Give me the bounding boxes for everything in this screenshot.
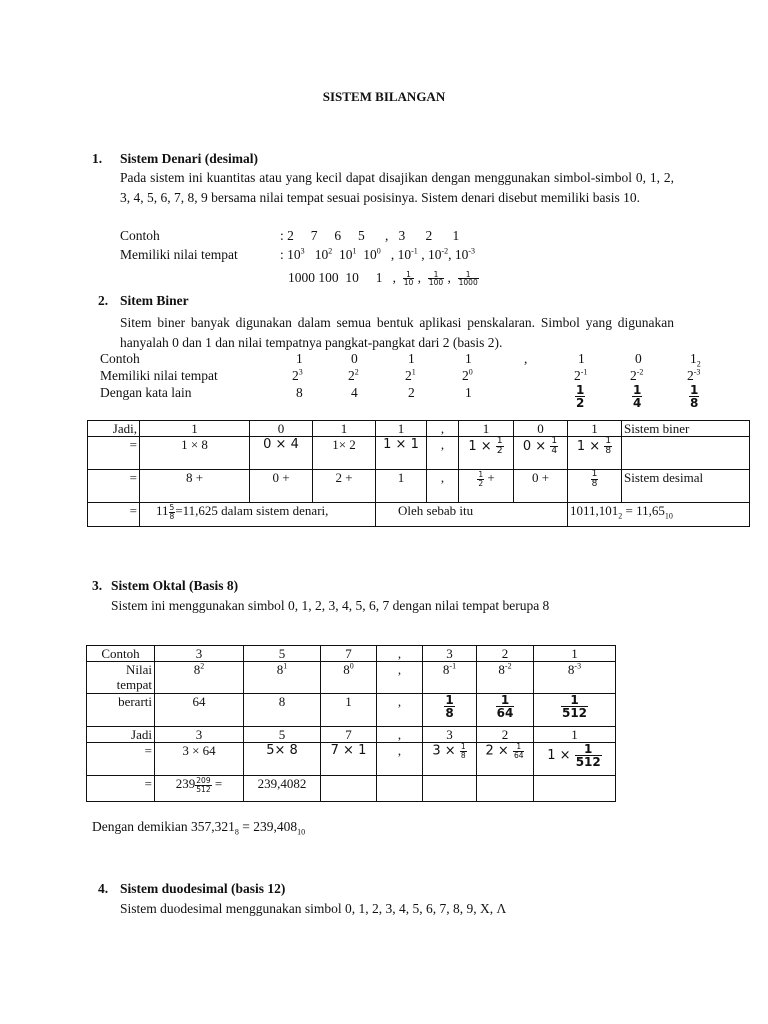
table-row [87, 727, 616, 743]
table-cell: $\frac{1}{8}$ [423, 694, 477, 727]
table-cell: 3 × 64 [155, 743, 244, 776]
table-row [87, 776, 616, 802]
s1-base: 10 [339, 247, 353, 262]
table-row [87, 743, 616, 776]
table-cell: , [427, 437, 459, 470]
table-cell: 0 + [250, 470, 313, 503]
s2-power: $2^0$ [462, 367, 473, 383]
table-cell [622, 437, 750, 470]
table-cell: 7 × 1 [321, 743, 377, 776]
table-cell: $\frac{1}{64}$ [477, 694, 534, 727]
section-2-paragraph: Sitem biner banyak digunakan dalam semua bentuk aplikasi penskalaran. Simbol yang digunakan hanyalah 0 dan 1 dan nilai tempatnya pangkat-pangkat dari 2 (basis 2). [120, 315, 674, 350]
table-cell: 5× 8 [244, 743, 321, 776]
table-cell: 1 × 8 [140, 437, 250, 470]
table-row [88, 421, 750, 437]
s2-digit: 1 [296, 351, 303, 366]
table-cell [477, 776, 534, 802]
s1-values-line: 1000 100 10 1 , $\frac{1}{10}$ , $\frac{1}{100}$ , $\frac{1}{1000}$ [288, 269, 478, 288]
table-cell: 5 [244, 646, 321, 662]
page-title: SISTEM BILANGAN [322, 89, 446, 104]
s2-contoh-label: Contoh [100, 351, 140, 366]
table-row [88, 503, 750, 527]
s1-values: 1000 100 10 1 [288, 270, 383, 285]
table-cell: 3 [423, 646, 477, 662]
section-4-number: 4. [98, 881, 109, 896]
s1-contoh-label: Contoh [120, 228, 160, 243]
section-2-number: 2. [98, 293, 109, 308]
s1-base: 10 [314, 247, 329, 262]
section-3-conclusion: Dengan demikian $357,321_8 = 239,408_{10}$ [92, 819, 306, 837]
table-cell [321, 776, 377, 802]
table-cell: 1 × $\frac{1}{2}$ [459, 437, 514, 470]
section-3-paragraph: Sistem ini menggunakan simbol 0, 1, 2, 3, 4, 5, 6, 7 dengan nilai tempat berupa 8 [111, 598, 550, 613]
s2-power: $2^{-3}$ [687, 367, 701, 383]
table-cell: 239,4082 [244, 776, 321, 802]
s1-exp: 1 [352, 246, 357, 256]
table-cell: Sistem biner [622, 421, 750, 437]
s1-base: 10 [427, 247, 442, 262]
table-cell: , [377, 646, 423, 662]
s2-power: $2^2$ [348, 367, 359, 383]
s2-kata-label: Dengan kata lain [100, 385, 192, 400]
table-cell [534, 776, 616, 802]
s2-value: 4 [351, 385, 358, 400]
section-1-paragraph: Pada sistem ini kuantitas atau yang kecil dapat disajikan dengan menggunakan simbol-simbol 0, 1, 2, 3, 4, 5, 6, 7, 8, 9 bersama nilai tempat sesuai posisinya. Sistem denari disebut memiliki basis 10. [120, 170, 674, 205]
s2-digit: 1 [465, 351, 472, 366]
binary-table [87, 420, 750, 527]
s1-exp: -2 [441, 246, 449, 256]
table-cell: 0 + [514, 470, 568, 503]
section-3-number: 3. [92, 578, 103, 593]
s2-digit-last: $1_2$ [690, 351, 701, 369]
s2-power: $2^1$ [405, 367, 416, 383]
fraction: $\frac{1}{100}$ [428, 269, 444, 288]
octal-table [86, 645, 616, 802]
table-cell: Jadi, [88, 421, 140, 437]
table-cell: $1011,101_2 = 11,65_{10}$ [568, 503, 750, 527]
s1-nilai-label: Memiliki nilai tempat [120, 247, 238, 262]
table-cell: Oleh sebab itu [376, 503, 568, 527]
table-cell: = [88, 503, 140, 527]
table-cell: 3 [155, 646, 244, 662]
table-cell: 1 [534, 646, 616, 662]
table-cell: 8 [244, 694, 321, 727]
table-cell: = [87, 776, 155, 802]
table-cell: 64 [155, 694, 244, 727]
table-cell: 1 × 1 [376, 437, 427, 470]
table-cell: $8^{-3}$ [534, 662, 616, 694]
table-cell: 3 [155, 727, 244, 743]
table-cell: 2 [477, 646, 534, 662]
table-cell: 0 [250, 421, 313, 437]
s1-exp: 0 [376, 246, 381, 256]
table-cell: , [427, 421, 459, 437]
table-cell: , [377, 727, 423, 743]
s2-value: 1 [465, 385, 472, 400]
table-cell: 1 [140, 421, 250, 437]
s1-exp: 3 [300, 246, 305, 256]
s2-digit: 1 [408, 351, 415, 366]
s1-exp: -1 [411, 246, 418, 256]
table-cell: 1 [376, 421, 427, 437]
section-4-heading: Sistem duodesimal (basis 12) [120, 881, 286, 896]
s2-fraction: $\frac{1}{8}$ [690, 383, 699, 410]
s2-fraction: $\frac{1}{2}$ [576, 383, 585, 410]
table-cell: 5 [244, 727, 321, 743]
table-cell: , [377, 662, 423, 694]
table-cell: $\frac{1}{2}$ + [459, 470, 514, 503]
table-cell: = [88, 437, 140, 470]
s2-power: $2^{-1}$ [574, 367, 588, 383]
table-cell: 1 [459, 421, 514, 437]
table-cell: 2 + [313, 470, 376, 503]
table-cell: 8 + [140, 470, 250, 503]
section-4-paragraph: Sistem duodesimal menggunakan simbol 0, 1, 2, 3, 4, 5, 6, 7, 8, 9, X, Λ [120, 901, 507, 916]
section-3-heading: Sistem Oktal (Basis 8) [111, 578, 239, 593]
s2-digit: 1 [578, 351, 585, 366]
s2-value: 8 [296, 385, 303, 400]
table-cell: 3 [423, 727, 477, 743]
s2-power: $2^3$ [292, 367, 303, 383]
section-1-heading: Sistem Denari (desimal) [120, 151, 258, 166]
table-cell: = [88, 470, 140, 503]
table-cell [377, 776, 423, 802]
s2-power: $2^{-2}$ [630, 367, 644, 383]
fraction: $\frac{1}{1000}$ [458, 269, 478, 288]
s1-base: 10 [397, 247, 412, 262]
table-cell: berarti [87, 694, 155, 727]
s2-digit: , [524, 351, 528, 366]
table-row [87, 646, 616, 662]
table-cell: 1× 2 [313, 437, 376, 470]
table-cell: $8^0$ [321, 662, 377, 694]
table-cell: 7 [321, 727, 377, 743]
table-cell: , [377, 694, 423, 727]
table-cell: $8^1$ [244, 662, 321, 694]
table-cell: $8^{-2}$ [477, 662, 534, 694]
table-row [88, 437, 750, 470]
table-cell: 0 [514, 421, 568, 437]
table-cell: 0 × 4 [250, 437, 313, 470]
s1-base: 10 [363, 247, 377, 262]
section-2-heading: Sitem Biner [120, 293, 189, 308]
table-cell: $\frac{1}{8}$ [568, 470, 622, 503]
fraction: $\frac{1}{10}$ [403, 269, 414, 288]
table-cell: 2 [477, 727, 534, 743]
table-cell: Jadi [87, 727, 155, 743]
table-cell: $8^{-1}$ [423, 662, 477, 694]
table-cell: 11 $\frac{5}{8}$ =11,625 dalam sistem denari, [140, 503, 376, 527]
table-cell: 2 × $\frac{1}{64}$ [477, 743, 534, 776]
table-row [87, 694, 616, 727]
table-cell: 1 × $\frac{1}{8}$ [568, 437, 622, 470]
table-cell: Sistem desimal [622, 470, 750, 503]
table-cell: $\frac{1}{512}$ [534, 694, 616, 727]
table-cell: , [427, 470, 459, 503]
table-cell: 0 × $\frac{1}{4}$ [514, 437, 568, 470]
table-cell: , [377, 743, 423, 776]
table-cell: 7 [321, 646, 377, 662]
table-cell: Contoh [87, 646, 155, 662]
table-cell: $8^2$ [155, 662, 244, 694]
table-row [87, 662, 616, 694]
s1-contoh-values: : 2 7 6 5 , 3 2 1 [280, 228, 460, 243]
table-cell: 1 [534, 727, 616, 743]
s2-fraction: $\frac{1}{4}$ [633, 383, 642, 410]
table-cell: 1 [313, 421, 376, 437]
table-cell: 1 × $\frac{1}{512}$ [534, 743, 616, 776]
s2-digit: 0 [635, 351, 642, 366]
s2-nilai-label: Memiliki nilai tempat [100, 368, 218, 383]
table-cell: 239 $\frac{209}{512}$ = [155, 776, 244, 802]
table-cell: 1 [321, 694, 377, 727]
table-cell [423, 776, 477, 802]
table-row [88, 470, 750, 503]
table-cell: 3 × $\frac{1}{8}$ [423, 743, 477, 776]
section-1-number: 1. [92, 151, 103, 166]
s1-base: 10 [454, 247, 469, 262]
s2-value: 2 [408, 385, 415, 400]
table-cell: Nilai tempat [87, 662, 155, 694]
s2-digit: 0 [351, 351, 358, 366]
s1-exp: -3 [468, 246, 476, 256]
table-cell: 1 [376, 470, 427, 503]
table-cell: 1 [568, 421, 622, 437]
s1-exp: 2 [328, 246, 333, 256]
s1-base-first: : 10 [280, 247, 301, 262]
table-cell: = [87, 743, 155, 776]
s1-place-values: : $10^3$ $10^2$ $10^1$ $10^0$ , $10^{-1}$ , $10^{-2}$, $10^{-3}$ [280, 246, 476, 262]
